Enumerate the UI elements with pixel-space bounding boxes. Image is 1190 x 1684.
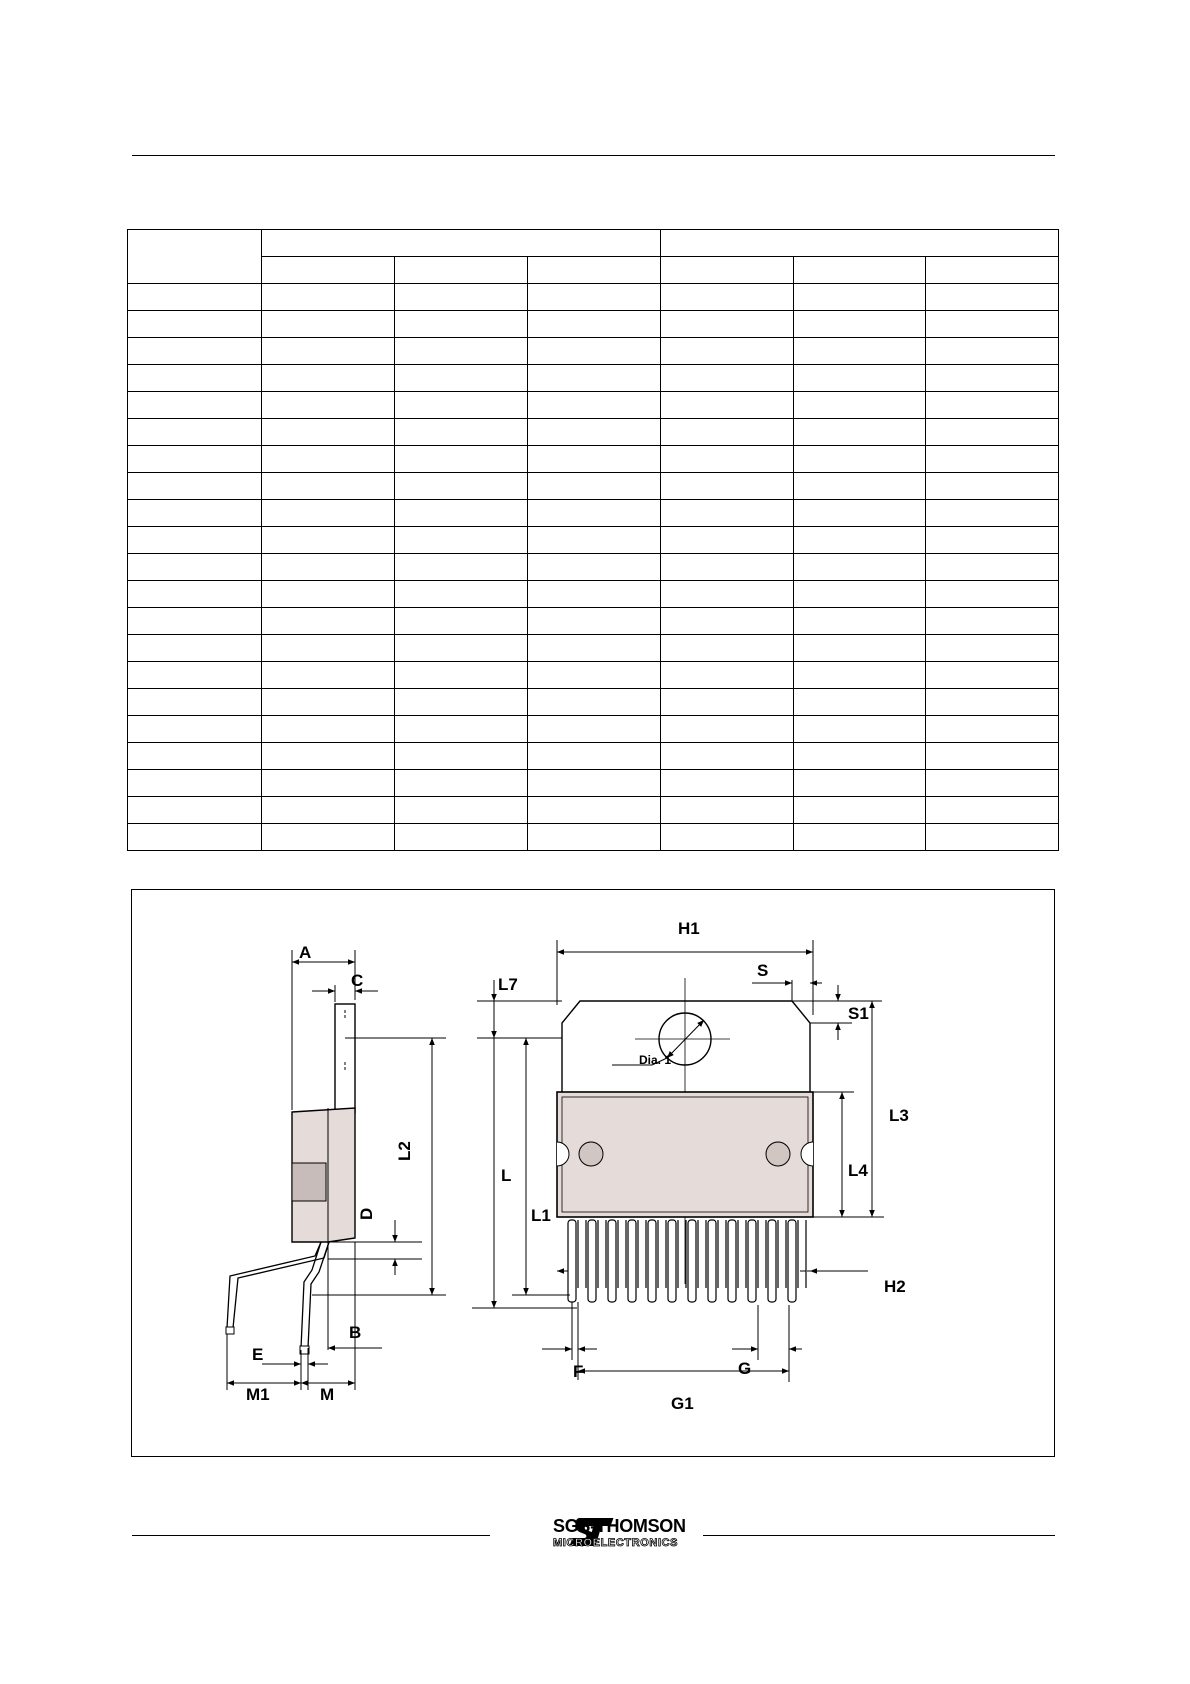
table-cell	[128, 743, 262, 770]
table-cell	[528, 608, 661, 635]
table-row	[128, 716, 1059, 743]
table-cell	[926, 392, 1059, 419]
label-L4: L4	[848, 1161, 868, 1180]
table-cell	[926, 716, 1059, 743]
table-row	[128, 797, 1059, 824]
table-cell	[128, 797, 262, 824]
table-row	[128, 392, 1059, 419]
table-cell	[395, 311, 528, 338]
table-row	[128, 689, 1059, 716]
top-rule	[132, 155, 1055, 156]
table-cell	[395, 581, 528, 608]
table-cell	[528, 797, 661, 824]
table-cell	[128, 581, 262, 608]
footer-rule-right	[703, 1535, 1055, 1536]
label-F: F	[573, 1362, 584, 1381]
table-cell	[926, 770, 1059, 797]
package-drawing-svg	[132, 890, 1056, 1458]
label-M1: M1	[246, 1385, 270, 1404]
table-cell	[794, 446, 926, 473]
table-cell	[926, 473, 1059, 500]
table-cell	[262, 311, 395, 338]
table-cell	[794, 500, 926, 527]
table-cell	[794, 635, 926, 662]
table-cell	[395, 473, 528, 500]
table-cell	[128, 662, 262, 689]
table-cell	[395, 689, 528, 716]
table-cell	[926, 527, 1059, 554]
label-E: E	[252, 1345, 264, 1364]
table-cell	[794, 743, 926, 770]
table-cell	[128, 554, 262, 581]
table-cell	[395, 743, 528, 770]
table-cell	[528, 473, 661, 500]
table-cell	[262, 662, 395, 689]
label-G: G	[738, 1359, 752, 1378]
table-row	[128, 311, 1059, 338]
table-cell	[794, 419, 926, 446]
table-row	[128, 635, 1059, 662]
table-cell	[794, 662, 926, 689]
table-cell	[661, 311, 794, 338]
table-cell	[661, 716, 794, 743]
table-cell	[528, 770, 661, 797]
label-A: A	[299, 943, 312, 962]
table-cell	[794, 716, 926, 743]
table-cell	[794, 473, 926, 500]
table-cell	[262, 284, 395, 311]
table-cell	[528, 419, 661, 446]
table-cell	[262, 527, 395, 554]
table-cell	[926, 743, 1059, 770]
brand-sub: MICROELECTRONICS	[553, 1537, 679, 1549]
table-row	[128, 581, 1059, 608]
table-cell	[528, 554, 661, 581]
table-cell	[661, 824, 794, 851]
table-cell	[128, 473, 262, 500]
table-header-row-2	[128, 257, 1059, 284]
label-C: C	[351, 971, 364, 990]
table-cell	[794, 689, 926, 716]
table-cell	[528, 635, 661, 662]
table-header-row-1	[128, 230, 1059, 257]
table-row	[128, 473, 1059, 500]
table-cell	[926, 581, 1059, 608]
table-cell	[661, 662, 794, 689]
table-cell	[794, 338, 926, 365]
table-cell	[528, 824, 661, 851]
table-cell	[128, 824, 262, 851]
table-cell	[262, 446, 395, 473]
table-cell	[926, 419, 1059, 446]
table-cell	[128, 770, 262, 797]
header-group-1	[262, 230, 661, 257]
label-M: M	[320, 1385, 335, 1404]
brand-name: SGS-THOMSON	[553, 1516, 686, 1536]
table-cell	[661, 635, 794, 662]
table-cell	[262, 635, 395, 662]
sub-header	[794, 257, 926, 284]
label-dia1: Dia. 1	[639, 1053, 672, 1067]
table-cell	[794, 527, 926, 554]
table-row	[128, 284, 1059, 311]
table-cell	[262, 716, 395, 743]
table-row	[128, 419, 1059, 446]
table-cell	[528, 311, 661, 338]
table-cell	[262, 554, 395, 581]
label-S: S	[757, 961, 769, 980]
table-cell	[528, 581, 661, 608]
table-cell	[262, 770, 395, 797]
table-cell	[926, 608, 1059, 635]
table-cell	[661, 743, 794, 770]
package-outline-drawing	[131, 889, 1055, 1457]
table-cell	[528, 338, 661, 365]
table-cell	[528, 527, 661, 554]
table-cell	[395, 284, 528, 311]
table-cell	[926, 311, 1059, 338]
table-cell	[395, 392, 528, 419]
table-row	[128, 608, 1059, 635]
table-cell	[794, 365, 926, 392]
table-cell	[128, 635, 262, 662]
table-cell	[262, 500, 395, 527]
label-G1: G1	[671, 1394, 694, 1413]
table-cell	[262, 338, 395, 365]
sub-header	[395, 257, 528, 284]
table-cell	[128, 311, 262, 338]
table-cell	[262, 824, 395, 851]
table-cell	[262, 473, 395, 500]
table-cell	[528, 662, 661, 689]
table-cell	[661, 392, 794, 419]
table-cell	[794, 581, 926, 608]
table-cell	[661, 446, 794, 473]
table-cell	[128, 392, 262, 419]
table-cell	[262, 392, 395, 419]
table-cell	[262, 419, 395, 446]
table-cell	[661, 473, 794, 500]
table-cell	[528, 500, 661, 527]
table-cell	[128, 338, 262, 365]
table-row	[128, 770, 1059, 797]
sub-header	[661, 257, 794, 284]
table-cell	[661, 284, 794, 311]
table-cell	[128, 365, 262, 392]
table-cell	[661, 554, 794, 581]
table-row	[128, 824, 1059, 851]
table-cell	[926, 662, 1059, 689]
table-cell	[794, 392, 926, 419]
table-cell	[528, 392, 661, 419]
label-D: D	[357, 1207, 376, 1220]
table-cell	[262, 608, 395, 635]
table-cell	[395, 824, 528, 851]
table-cell	[794, 554, 926, 581]
table-row	[128, 743, 1059, 770]
table-row	[128, 446, 1059, 473]
dimensions-table	[127, 229, 1059, 851]
table-cell	[661, 419, 794, 446]
table-row	[128, 500, 1059, 527]
table-cell	[926, 797, 1059, 824]
table-cell	[926, 500, 1059, 527]
table-cell	[528, 743, 661, 770]
table-cell	[528, 689, 661, 716]
table-cell	[262, 365, 395, 392]
table-cell	[128, 716, 262, 743]
table-cell	[661, 365, 794, 392]
table-row	[128, 554, 1059, 581]
table-row	[128, 365, 1059, 392]
header-dim-cell	[128, 230, 262, 284]
table-cell	[395, 635, 528, 662]
table-cell	[926, 446, 1059, 473]
label-B: B	[349, 1323, 362, 1342]
table-cell	[395, 365, 528, 392]
table-cell	[395, 338, 528, 365]
table-cell	[395, 770, 528, 797]
table-cell	[661, 608, 794, 635]
table-cell	[528, 716, 661, 743]
table-cell	[128, 500, 262, 527]
table-cell	[128, 284, 262, 311]
table-row	[128, 338, 1059, 365]
table-cell	[926, 689, 1059, 716]
table-cell	[661, 500, 794, 527]
table-row	[128, 662, 1059, 689]
table-cell	[794, 797, 926, 824]
table-cell	[794, 608, 926, 635]
table-cell	[128, 419, 262, 446]
table-cell	[926, 338, 1059, 365]
table-cell	[794, 311, 926, 338]
table-cell	[262, 689, 395, 716]
table-cell	[661, 797, 794, 824]
table-cell	[395, 419, 528, 446]
table-cell	[794, 824, 926, 851]
table-cell	[395, 500, 528, 527]
table-cell	[395, 446, 528, 473]
table-cell	[926, 284, 1059, 311]
table-cell	[262, 581, 395, 608]
label-S1: S1	[848, 1004, 869, 1023]
table-cell	[926, 824, 1059, 851]
table-cell	[395, 608, 528, 635]
header-group-2	[661, 230, 1059, 257]
table-cell	[794, 284, 926, 311]
table-cell	[661, 770, 794, 797]
table-cell	[395, 554, 528, 581]
table-cell	[661, 581, 794, 608]
table-cell	[528, 284, 661, 311]
footer-rule-left	[132, 1535, 490, 1536]
label-H1: H1	[678, 919, 700, 938]
sub-header	[528, 257, 661, 284]
sub-header	[262, 257, 395, 284]
table-cell	[661, 689, 794, 716]
table-row	[128, 527, 1059, 554]
table-cell	[128, 689, 262, 716]
table-cell	[528, 365, 661, 392]
label-L3: L3	[889, 1106, 909, 1125]
table-cell	[661, 527, 794, 554]
table-cell	[128, 527, 262, 554]
table-cell	[395, 716, 528, 743]
label-L: L	[501, 1166, 512, 1185]
table-cell	[661, 338, 794, 365]
label-L2: L2	[395, 1141, 414, 1161]
table-cell	[794, 770, 926, 797]
table-cell	[926, 635, 1059, 662]
table-cell	[926, 365, 1059, 392]
table-cell	[262, 743, 395, 770]
table-cell	[395, 662, 528, 689]
label-L1: L1	[531, 1206, 551, 1225]
table-cell	[262, 797, 395, 824]
table-cell	[395, 527, 528, 554]
table-cell	[528, 446, 661, 473]
label-H2: H2	[884, 1277, 906, 1296]
label-L7: L7	[498, 975, 518, 994]
table-cell	[926, 554, 1059, 581]
table-cell	[128, 446, 262, 473]
table-cell	[395, 797, 528, 824]
sub-header	[926, 257, 1059, 284]
table-cell	[128, 608, 262, 635]
